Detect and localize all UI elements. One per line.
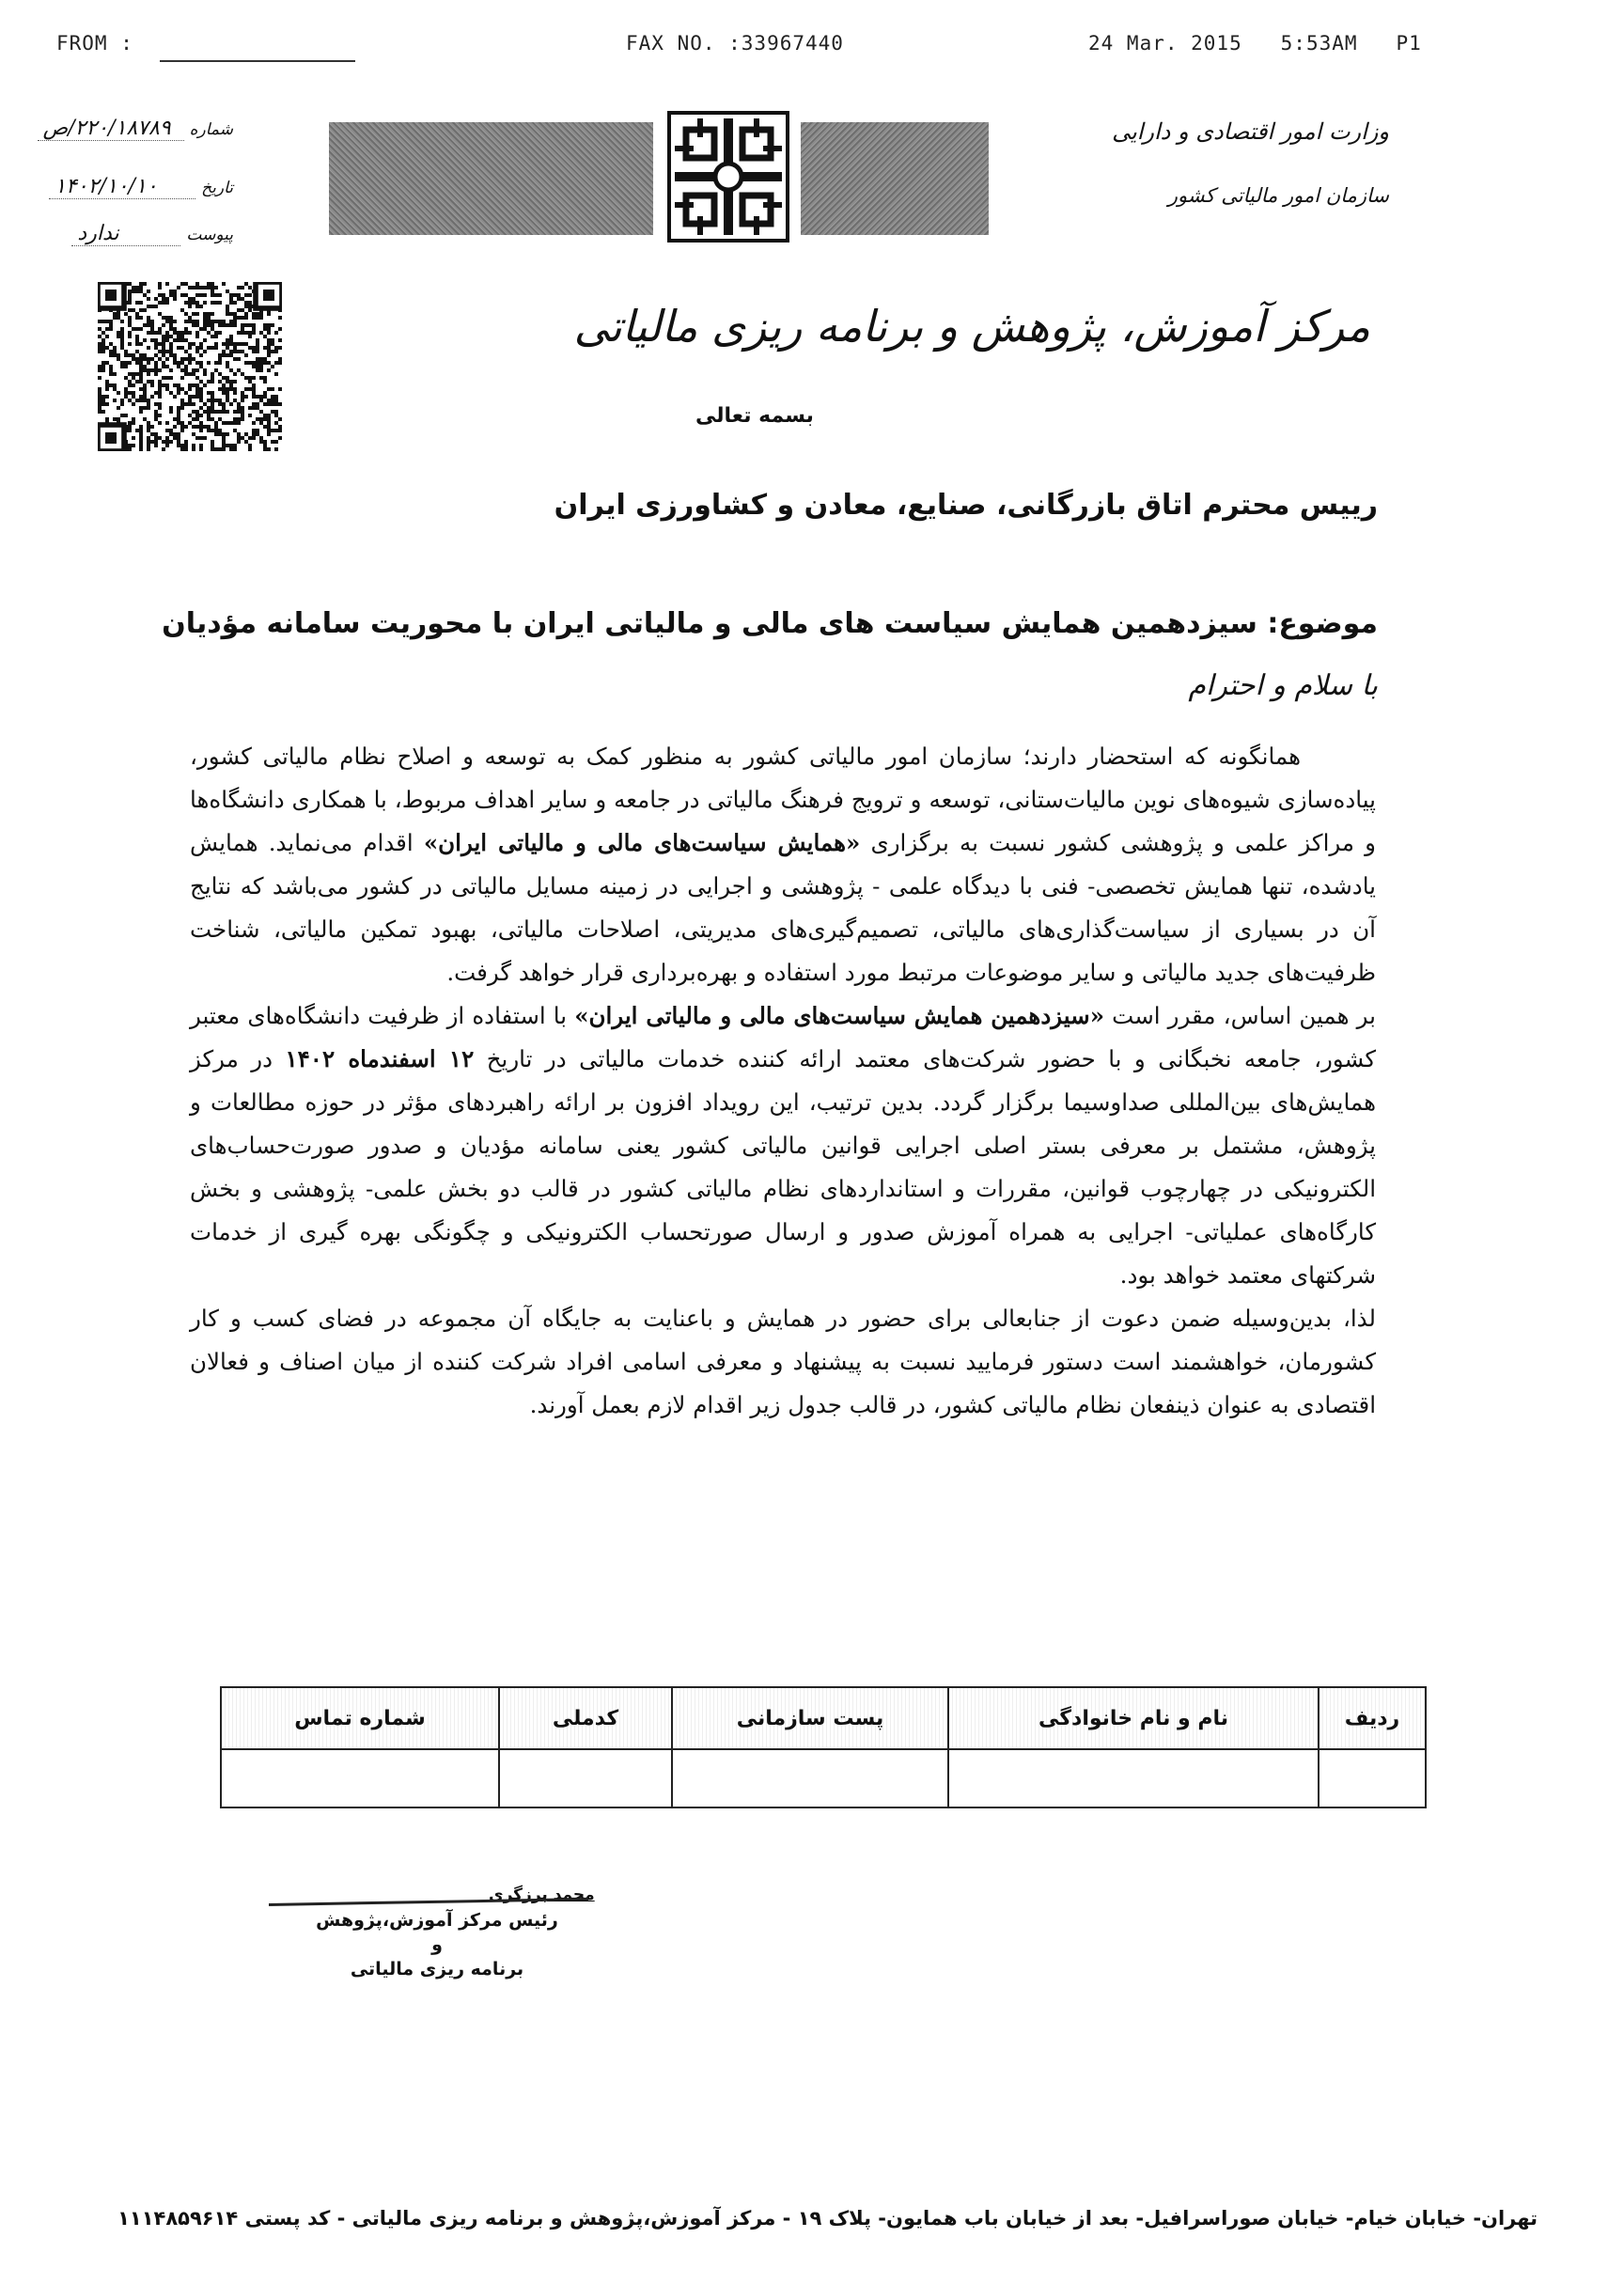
conference-date-emphasis: ۱۲ اسفندماه ۱۴۰۲ xyxy=(285,1045,475,1072)
center-name: مرکز آموزش، پژوهش و برنامه ریزی مالیاتی xyxy=(573,301,1370,352)
subject: موضوع: سیزدهمین همایش سیاست های مالی و مالیاتی ایران با محوریت سامانه مؤدیان xyxy=(162,607,1378,640)
table-header-row xyxy=(221,1687,1426,1749)
col-full-name: نام و نام خانوادگی xyxy=(948,1687,1319,1749)
participants-table xyxy=(220,1686,1427,1808)
fax-time: 5:53AM xyxy=(1280,32,1358,55)
signatory-title-line-2: برنامه ریزی مالیاتی xyxy=(350,1959,524,1980)
signatory-name: محمد برزگری xyxy=(489,1886,595,1904)
fax-timestamp xyxy=(1088,32,1422,55)
fax-from-label: FROM : xyxy=(56,32,133,55)
body-p1-continued: اقدام می‌نماید. همایش یادشده، تنها همایش تخصصی- فنی با دیدگاه علمی - پژوهشی و اجرایی در زمینه مسایل مالیاتی در کشور می‌باشد که نتایج آن در بسیاری از سیاست‌گذاری‌های مالیاتی، تصمیم‌گیری‌های مدیریتی، اصلاحات مالیاتی، بهبود تمکین مالیاتی، شناخت ظرفیت‌های جدید مالیاتی و سایر موضوعات مرتبط مورد استفاده و بهره‌برداری قرار خواهد گرفت. xyxy=(190,829,1376,986)
letterhead-banner-left xyxy=(329,122,653,235)
body-paragraph-3: لذا، بدین‌وسیله ضمن دعوت از جنابعالی برای حضور در همایش و باعنایت به جایگاه آن مجموعه در فضای کسب و کار کشورمان، خواهشمند است دستور فرمایید نسبت به پیشنهاد و معرفی اسامی افراد شرکت کننده از میان اصناف و فعالان اقتصادی به عنوان ذینفعان نظام مالیاتی کشور، در قالب جدول زیر اقدام لازم بعمل آورند. xyxy=(190,1305,1376,1418)
greeting: با سلام و احترام xyxy=(1188,669,1378,702)
signatory-title-line-1: رئیس مرکز آموزش،پژوهش و xyxy=(316,1910,558,1955)
body-paragraph-1 xyxy=(190,735,1376,994)
col-national-id: کدملی xyxy=(499,1687,672,1749)
body-p2-text: با استفاده از ظرفیت دانشگاه‌های معتبر کشور، جامعه نخبگانی و با حضور شرکت‌های معتمد ارائه کننده خدمات مالیاتی در تاریخ xyxy=(190,1002,1376,1072)
col-position: پست سازمانی xyxy=(672,1687,948,1749)
col-row-number: ردیف xyxy=(1319,1687,1426,1749)
footer-address: تهران- خیابان خیام- خیابان صوراسرافیل- بعد از خیابان باب همایون- پلاک ۱۹ - مرکز آموزش،پژوهش و برنامه ریزی مالیاتی - کد پستی ۱۱۱۴۸۵۹۶۱۴ xyxy=(117,2207,1538,2230)
table-cell xyxy=(1319,1749,1426,1807)
fax-page: P1 xyxy=(1396,32,1422,55)
recipient: رییس محترم اتاق بازرگانی، صنایع، معادن و کشاورزی ایران xyxy=(554,489,1378,522)
qr-code-icon xyxy=(98,282,282,451)
letter-attachment-value: ندارد xyxy=(71,222,180,246)
organization-name: سازمان امور مالیاتی کشور xyxy=(1167,184,1389,207)
letterhead-banner-right xyxy=(801,122,989,235)
letter-attachment-label: پیوست xyxy=(186,226,233,244)
letter-date-value: ۱۴۰۲/۱۰/۱۰ xyxy=(49,175,195,199)
fax-date: 24 Mar. 2015 xyxy=(1088,32,1242,55)
table-row xyxy=(221,1749,1426,1807)
letter-body xyxy=(190,735,1376,1427)
signatory-title xyxy=(310,1908,564,1981)
conference-edition-emphasis: «سیزدهمین همایش سیاست‌های مالی و مالیاتی ایران» xyxy=(574,1002,1105,1029)
body-p2-continued: در مرکز همایش‌های بین‌المللی صداوسیما برگزار گردد. بدین ترتیب، این رویداد افزون بر ارائه راهبردهای مؤثر در حوزه مطالعات و پژوهش، مشتمل بر معرفی بستر اصلی اجرایی قوانین مالیاتی کشور یعنی سامانه مؤدیان و صدور صورت‌حساب‌های الکترونیکی در چهارچوب قوانین، مقررات و استانداردهای نظام مالیاتی کشور در قالب دو بخش علمی- پژوهشی و بخش کارگاه‌های عملیاتی- اجرایی به همراه آموزش صدور و ارسال صورتحساب الکترونیکی و چگونگی بهره گیری از خدمات شرکتهای معتمد خواهد بود. xyxy=(190,1045,1376,1289)
fax-from-line xyxy=(160,60,355,62)
letter-date-label: تاریخ xyxy=(201,179,233,197)
body-p2-start: بر همین اساس، مقرر است xyxy=(1112,1002,1376,1029)
tax-organization-emblem-icon xyxy=(667,111,789,243)
table-cell xyxy=(499,1749,672,1807)
ministry-name: وزارت امور اقتصادی و دارایی xyxy=(1112,118,1389,145)
fax-number: FAX NO. :33967440 xyxy=(626,32,844,55)
letter-number-label: شماره xyxy=(189,120,233,139)
conference-title-emphasis: «همایش سیاست‌های مالی و مالیاتی ایران» xyxy=(423,829,861,856)
letter-date xyxy=(0,175,233,199)
body-p1-text: همانگونه که استحضار دارند؛ سازمان امور مالیاتی کشور به منظور کمک به توسعه و اصلاح نظام مالیاتی کشور، پیاده‌سازی شیوه‌های نوین مالیات‌ستانی، توسعه و ترویج فرهنگ مالیاتی در جامعه و سایر اهداف مربوط، با همکاری دانشگاه‌ها و مراکز علمی و پژوهشی کشور نسبت به برگزاری xyxy=(190,743,1376,856)
table-cell xyxy=(948,1749,1319,1807)
letter-attachment xyxy=(0,222,233,246)
letter-number xyxy=(0,117,233,141)
bismillah: بسمه تعالی xyxy=(695,404,814,428)
letter-number-value: ۲۲۰/۱۸۷۸۹/ص xyxy=(38,117,184,141)
table-cell xyxy=(672,1749,948,1807)
body-paragraph-2 xyxy=(190,994,1376,1297)
col-phone: شماره تماس xyxy=(221,1687,499,1749)
table-cell xyxy=(221,1749,499,1807)
